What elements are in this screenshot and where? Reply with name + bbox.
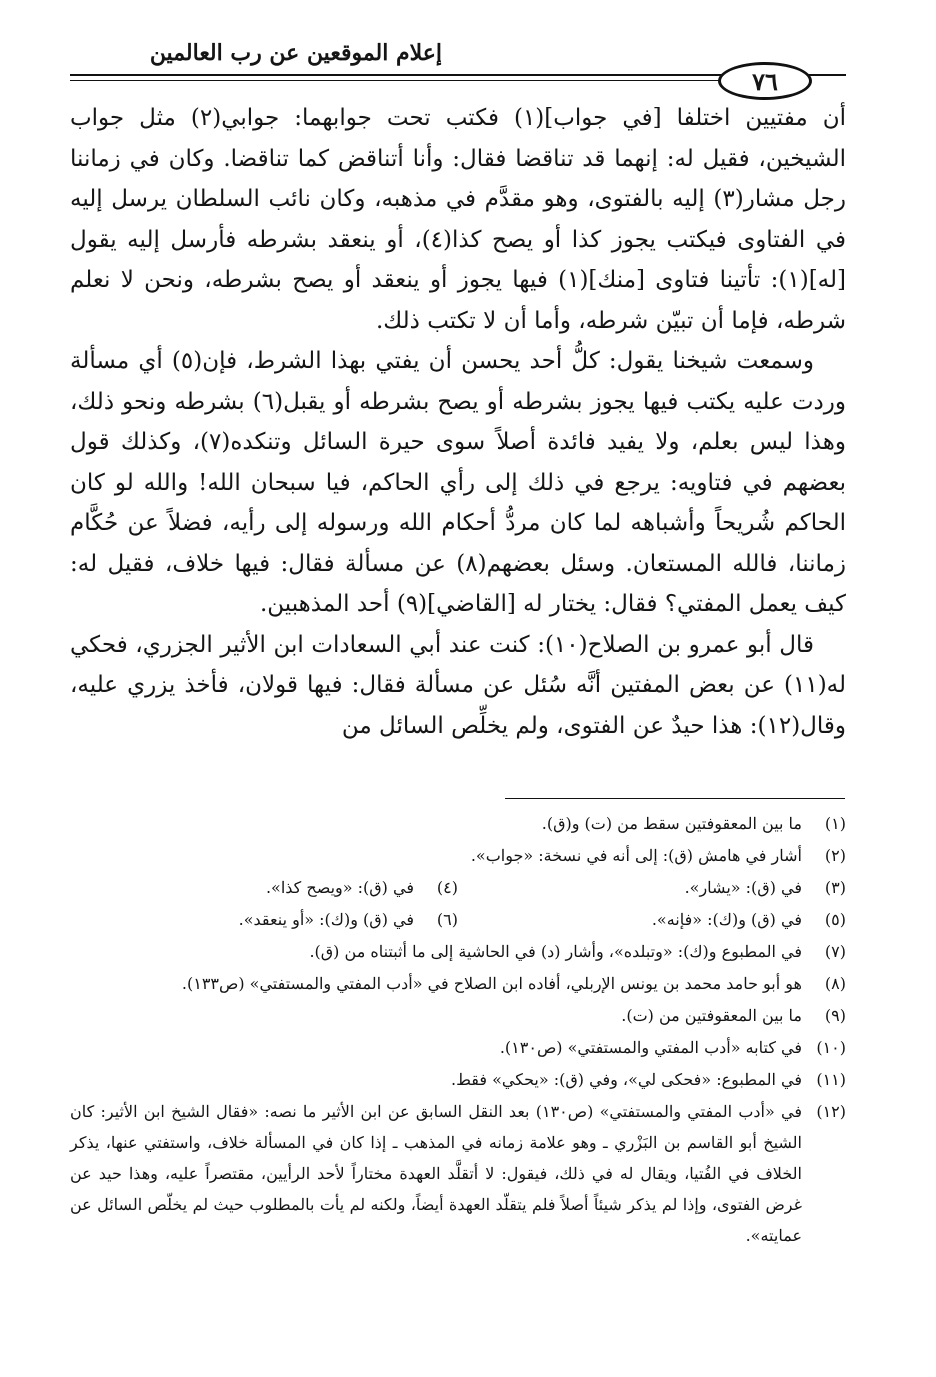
footnote — [458, 872, 846, 904]
header-rule-bottom — [70, 80, 720, 81]
footnote-text: ما بين المعقوفتين سقط من (ت) و(ق). — [541, 814, 802, 833]
footnote — [70, 1064, 846, 1096]
footnote-number: (٥) — [824, 910, 846, 929]
footnote-text: أشار في هامش (ق): إلى أنه في نسخة: «جواب». — [470, 846, 802, 865]
footnote-number: (٨) — [824, 974, 846, 993]
footnote-text: في (ق) و(ك): «فإنه». — [651, 910, 802, 929]
footnote — [70, 968, 846, 1000]
paragraph: قال أبو عمرو بن الصلاح(١٠): كنت عند أبي السعادات ابن الأثير الجزري، فحكي له(١١) عن بعض المفتين أنَّه سُئل عن مسألة فقال: فيها قولان، فأخذ يزري عليه، وقال(١٢): هذا حيدٌ عن الفتوى، ولم يخلِّص السائل من — [70, 631, 846, 739]
footnote-number: (٩) — [824, 1006, 846, 1025]
footnote-number: (١٢) — [816, 1102, 846, 1121]
footnote-text: في المطبوع و(ك): «وتبلده»، وأشار (د) في الحاشية إلى ما أثبتناه من (ق). — [309, 942, 802, 961]
footnote-separator — [505, 798, 845, 799]
paragraph: وسمعت شيخنا يقول: كلُّ أحد يحسن أن يفتي بهذا الشرط، فإن(٥) أي مسألة وردت عليه يكتب فيها يجوز بشرطه أو يصح بشرطه أو يقبل(٦) بشرطه ونحو ذلك، وهذا ليس بعلم، ولا يفيد فائدة أصلاً سوى حيرة السائل وتنكده(٧)، وكذلك قول بعضهم في فتاويه: يرجع في ذلك إلى رأي الحاكم، فيا سبحان الله! والله لو كان الحاكم شُريحاً وأشباهه لما كان مردُّ أحكام الله ورسوله إلى رأيه، فضلاً عن حُكَّام زماننا، فالله المستعان. وسئل بعضهم(٨) عن مسألة فقال: فيها خلاف، فقيل له: كيف يعمل المفتي؟ فقال: يختار له [القاضي](٩) أحد المذهبين. — [70, 348, 846, 617]
footnote — [70, 808, 846, 840]
footnote — [70, 936, 846, 968]
main-text — [70, 98, 846, 746]
footnote-row — [70, 904, 846, 936]
footnote-text: في المطبوع: «فحكى لي»، وفي (ق): «يحكي» فقط. — [451, 1070, 802, 1089]
footnote — [458, 904, 846, 936]
footnote-number: (١) — [824, 814, 846, 833]
footnote-number: (٢) — [824, 846, 846, 865]
footnote-text: في (ق): «يشار». — [684, 878, 802, 897]
page-number: ٧٦ — [718, 62, 812, 100]
footnote — [70, 1096, 846, 1251]
footnote-number: (٧) — [824, 942, 846, 961]
footnote — [70, 1032, 846, 1064]
footnote — [70, 840, 846, 872]
footnote-number: (٦) — [436, 910, 458, 929]
paragraph: أن مفتيين اختلفا [في جواب](١) فكتب تحت جوابهما: جوابي(٢) مثل جواب الشيخين، فقيل له: إنهما قد تناقضا فقال: وأنا أتناقض كما تناقضا. وكان في زماننا رجل مشار(٣) إليه بالفتوى، وهو مقدَّم في مذهبه، وكان نائب السلطان يرسل إليه في الفتاوى فيكتب يجوز كذا أو يصح كذا(٤)، أو ينعقد بشرطه فأرسل إليه يقول [له](١): تأتينا فتاوى [منك](١) فيها يجوز أو ينعقد أو يصح بشرطه، ونحن لا نعلم شرطه، فإما أن تبيّن شرطه، وأما أن لا تكتب ذلك. — [70, 105, 847, 334]
footnote-text: في (ق) و(ك): «أو ينعقد». — [238, 910, 414, 929]
footnote-text: ما بين المعقوفتين من (ت). — [621, 1006, 802, 1025]
footnote-number: (٤) — [436, 878, 458, 897]
footnote-text: في كتابه «أدب المفتي والمستفتي» (ص١٣٠). — [499, 1038, 802, 1057]
footnote — [70, 904, 458, 936]
footnote-text: هو أبو حامد محمد بن يونس الإربلي، أفاده ابن الصلاح في «أدب المفتي والمستفتي» (ص١٣٣). — [181, 974, 802, 993]
footnote-number: (١٠) — [816, 1038, 846, 1057]
footnote-row — [70, 872, 846, 904]
footnote-text: في «أدب المفتي والمستفتي» (ص١٣٠) بعد النقل السابق عن ابن الأثير ما نصه: «فقال الشيخ ابن الأثير: كان الشيخ أبو القاسم بن البَزْري ـ وهو علامة زمانه في المذهب ـ إذا كان في المسألة خلاف، واستفتي عنها، يذكر الخلاف في الفُتيا، ويقال له في ذلك، فيقول: لا أتقلَّد العهدة مختاراً لأحد الرأيين، مقتصراً عليه، وهذا حيد عن غرض الفتوى، وإذا لم يذكر شيئاً أصلاً فلم يتقلّد العهدة أيضاً، ولكنه لم يأت بالمطلوب حيث لم يخلّص السائل عن عمايته». — [70, 1102, 802, 1245]
running-header-title: إعلام الموقعين عن رب العالمين — [149, 40, 442, 66]
footnote — [70, 872, 458, 904]
footnote-text: في (ق): «ويصح كذا». — [265, 878, 414, 897]
footnote-number: (٣) — [824, 878, 846, 897]
footnotes — [70, 808, 846, 1251]
footnote — [70, 1000, 846, 1032]
footnote-number: (١١) — [816, 1070, 846, 1089]
